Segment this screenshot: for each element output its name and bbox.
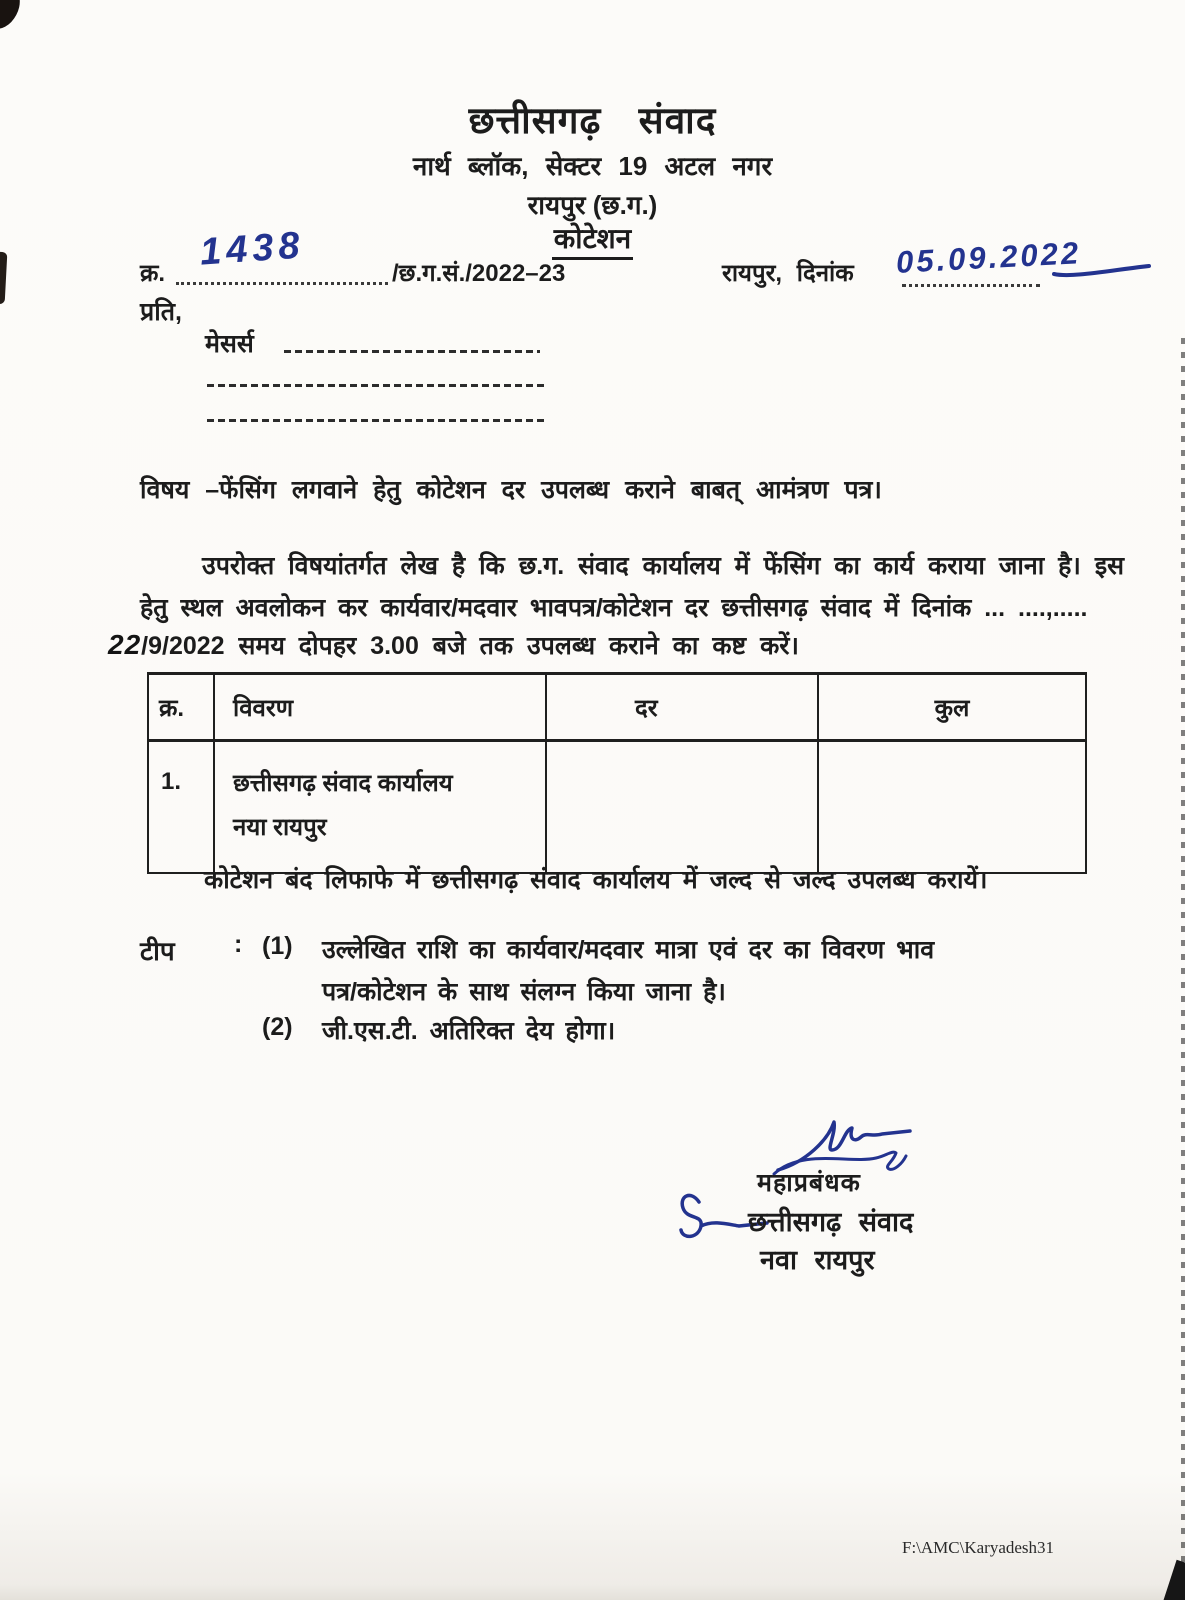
note-1-line-1: उल्लेखित राशि का कार्यवार/मदवार मात्रा एवं दर का विवरण भाव	[322, 936, 935, 964]
body-date-handwritten: 22	[108, 629, 142, 660]
cell-description: छत्तीसगढ़ संवाद कार्यालय नया रायपुर	[214, 741, 546, 874]
col-header-sno: क्र.	[148, 674, 214, 741]
body-line-2: हेतु स्थल अवलोकन कर कार्यवार/मदवार भावपत्र/कोटेशन दर छत्तीसगढ़ संवाद में दिनांक ... ....,.....	[140, 594, 1088, 622]
subject-line: विषय –फेंसिंग लगवाने हेतु कोटेशन दर उपलब्ध कराने बाबत् आमंत्रण पत्र।	[140, 476, 882, 504]
body-line-3	[108, 628, 799, 662]
scan-bottom-right-artifact	[1162, 1560, 1185, 1600]
org-city: रायपुर (छ.ग.)	[527, 190, 658, 220]
org-name: छत्तीसगढ़ संवाद	[468, 100, 717, 141]
col-header-description: विवरण	[214, 674, 546, 741]
closing-line: कोटेशन बंद लिफाफे में छत्तीसगढ़ संवाद कार्यालय में जल्द से जल्द उपलब्ध करायें।	[204, 866, 988, 894]
table-header-row	[148, 674, 1086, 741]
table-row	[148, 741, 1086, 874]
addressee-blank-line-3	[207, 419, 545, 422]
note-2-line-1: जी.एस.टी. अतिरिक्त देय होगा।	[322, 1017, 616, 1045]
scan-corner-artifact	[0, 0, 27, 34]
cell-total	[818, 741, 1086, 874]
date-blank	[902, 283, 1040, 287]
date-ink-tail	[1052, 252, 1152, 282]
signatory-place: नवा रायपुर	[760, 1245, 875, 1275]
cell-rate	[546, 741, 818, 874]
org-address: नार्थ ब्लॉक, सेक्टर 19 अटल नगर	[412, 151, 773, 181]
body-line-3-rest: /9/2022 समय दोपहर 3.00 बजे तक उपलब्ध कराने का कष्ट करें।	[141, 632, 799, 660]
note-1-line-2: पत्र/कोटेशन के साथ संलग्न किया जाना है।	[322, 978, 726, 1006]
ref-number-blank	[176, 281, 388, 285]
scan-left-edge-mark	[0, 252, 7, 304]
addressee-blank-line-1	[284, 350, 540, 353]
note-2-num: (2)	[262, 1013, 293, 1041]
ref-number-handwritten: 1438	[198, 224, 306, 274]
signatory-designation: महाप्रबंधक	[757, 1169, 861, 1197]
notes-colon: :	[234, 930, 243, 958]
notes-label: टीप	[140, 936, 175, 966]
ref-label: क्र.	[140, 260, 166, 287]
addressee-label: मेसर्स	[205, 330, 254, 358]
footer-file-path: F:\AMC\Karyadesh31	[902, 1538, 1055, 1557]
ref-suffix: /छ.ग.सं./2022–23	[392, 260, 566, 287]
rate-table	[147, 672, 1087, 874]
doc-title: कोटेशन	[0, 219, 1185, 257]
body-line-1: उपरोक्त विषयांतर्गत लेख है कि छ.ग. संवाद कार्यालय में फेंसिंग का कार्य कराया जाना है। इस	[202, 552, 1125, 580]
place-date-label: रायपुर, दिनांक	[722, 260, 854, 287]
salutation: प्रति,	[140, 298, 182, 326]
date-handwritten: 05.09.2022	[895, 235, 1082, 280]
addressee-blank-line-2	[207, 384, 545, 387]
col-header-total: कुल	[818, 674, 1086, 741]
note-1-num: (1)	[262, 932, 293, 960]
cell-sno: 1.	[148, 741, 214, 874]
scan-right-edge-artifact	[1181, 338, 1185, 1600]
signatory-org: छत्तीसगढ़ संवाद	[748, 1207, 914, 1237]
col-header-rate: दर	[546, 674, 818, 741]
